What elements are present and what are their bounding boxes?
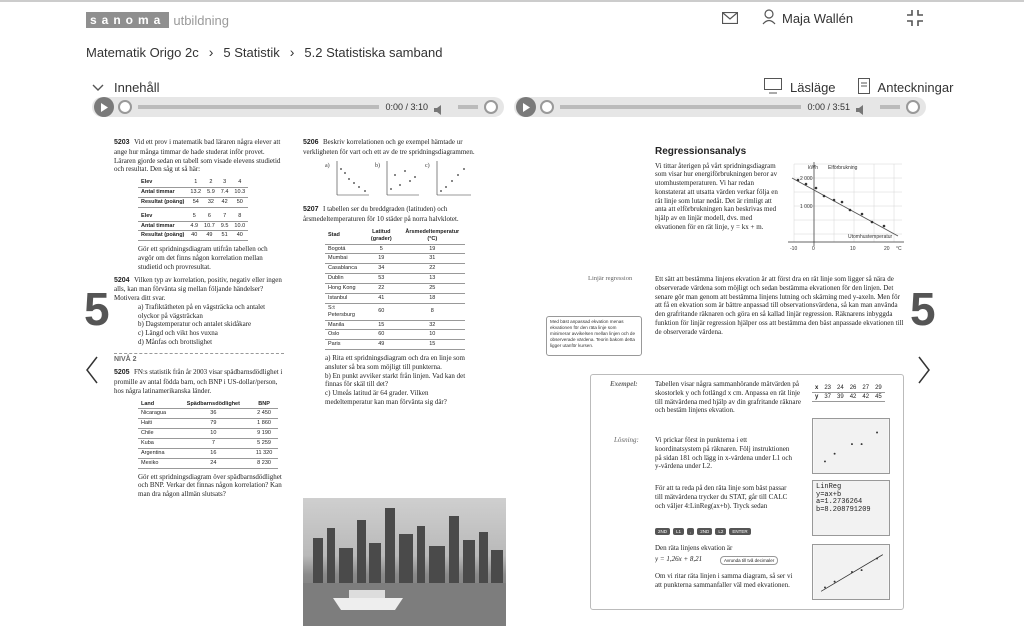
- chart-x-tick: °C: [896, 246, 902, 252]
- task-text: FN:s statistik från år 2003 visar spädbarnsdödlighet i promille av antal födda barn, och BNP i US-dollar/person, hos några latinamerikanska länder.: [114, 368, 283, 395]
- solution-label: Lösning:: [614, 436, 639, 444]
- svg-text:a): a): [325, 162, 330, 169]
- seek-handle[interactable]: [540, 100, 554, 114]
- solution-step-1: Vi prickar först in punkterna i ett koordinatsystem på räknaren. Följ instruktionen på sidan 181 och lägg in x-värdena under L1 och y-värdena under L2.: [655, 436, 793, 471]
- volume-icon[interactable]: [434, 102, 446, 112]
- calc-key: ,: [687, 528, 694, 535]
- seek-bar[interactable]: [138, 105, 379, 109]
- task-sub: b) Dagstemperatur och antalet skidåkare: [138, 320, 252, 329]
- volume-slider[interactable]: [880, 105, 900, 109]
- content-toggle-label: Innehåll: [114, 80, 160, 95]
- user-name: Maja Wallén: [782, 11, 854, 26]
- task-5205: [114, 368, 284, 395]
- mail-icon[interactable]: [722, 11, 738, 29]
- svg-text:b): b): [375, 162, 380, 169]
- calc-line: a=1.2736264: [816, 498, 863, 507]
- chart-series-label: Elförbrukning: [828, 165, 858, 171]
- calc-key: ENTER: [729, 528, 750, 535]
- task-sub: c) Umeås latitud är 64 grader. Vilken medeltemperatur kan man förvänta sig där?: [325, 389, 447, 406]
- solution-step-2: För att ta reda på den räta linje som bäst passar till mätvärdena trycker du STAT, går till CALC och väljer 4:LinReg(ax+b). Tryck sedan: [655, 484, 788, 510]
- sanoma-logo: [86, 12, 229, 28]
- task-number: 5204: [114, 276, 130, 284]
- next-page-arrow[interactable]: [918, 356, 930, 389]
- hong-kong-photo: [303, 498, 506, 626]
- content-toggle[interactable]: [92, 80, 160, 95]
- reader-tools: [764, 78, 953, 97]
- task-text: Vilken typ av korrelation, positiv, negativ eller ingen alls, kan man förvänta sig mellan följande händelser? Motivera ditt svar.: [114, 275, 282, 302]
- chart-x-tick: 10: [850, 246, 856, 252]
- task-number: 5207: [303, 206, 319, 214]
- calc-line: b=8.208791209: [816, 506, 871, 515]
- right-page-intro: [655, 146, 780, 266]
- calc-line: y=ax+b: [816, 490, 842, 499]
- logo-subtitle: utbildning: [173, 12, 230, 28]
- task-5203: [114, 138, 284, 174]
- latitude-table: Stad Latitud (grader) Årsmedeltemperatur (°C) Bogotá 5 19 Mumbai 19 31 Casablanca 34 22 Dublin 53 13 Hong Kong 22 25 Istanbul 41 18 S:t Petersburg 60 8 Manila 15 32 Oslo 60 10 Paris 49 15: [325, 228, 465, 350]
- task-text: Beskriv korrelationen och ge exempel hämtade ur verkligheten för vart och ett av de tre spridningsdiagrammen.: [303, 138, 475, 156]
- chart-y-label: kWh: [808, 165, 818, 171]
- calc-line: LinReg: [816, 483, 842, 491]
- bnp-table: Land Spädbarnsdödlighet BNP Nicaragua 36 2 450 Haiti 79 1 860 Chile 10 9 190 Kuba 7 5 259 Argentina 16 11 320 Mexiko 24 8 230: [138, 400, 278, 469]
- task-sub: d) Månfas och brottslighet: [138, 337, 213, 346]
- previous-page-arrow[interactable]: [86, 356, 98, 389]
- seek-handle[interactable]: [118, 100, 132, 114]
- calc-key: L1: [673, 528, 684, 535]
- chart-x-tick: -10: [790, 246, 798, 252]
- breadcrumb-section: 5.2 Statistiska samband: [304, 44, 443, 60]
- calculator-line-screen: [812, 544, 890, 600]
- collapse-icon[interactable]: [906, 9, 924, 32]
- study-table-1: Elev 1 2 3 4 Antal timmar 13.2 5.9 7.4 10.3 Resultat (poäng) 54 32 42 50: [138, 178, 248, 208]
- task-text: I tabellen ser du breddgraden (latituden) och årsmedeltemperaturen för 10 städer på norra halvklotet.: [303, 205, 459, 223]
- task-number: 5206: [303, 139, 319, 146]
- regression-equation: y = 1,26x + 8,21: [655, 555, 703, 563]
- svg-text:c): c): [425, 162, 430, 169]
- audio-player-right: [514, 97, 926, 117]
- left-page-column-1: [114, 138, 284, 633]
- chevron-right-icon: ›: [289, 44, 295, 60]
- chart-x-tick: 20: [884, 246, 890, 252]
- calc-key: 2ND: [655, 528, 670, 535]
- example-label: Exempel:: [610, 380, 638, 388]
- task-text: Gör ett spridningsdiagram utifrån tabellen och avgör om det finns någon korrelation mellan studietid och provresultat.: [138, 245, 268, 271]
- logo-mark: sanoma: [86, 12, 169, 28]
- seek-bar[interactable]: [560, 105, 801, 109]
- breadcrumb-book[interactable]: Matematik Origo 2c: [86, 44, 199, 60]
- definition-callout: Med bäst anpassad ekvation menas ekvationen för den räta linje som minimerar avvikelsen mellan linjen och de observerade värdena. Teorin bakom detta ligger utanför kursen.: [546, 316, 642, 356]
- top-border: [0, 0, 1024, 2]
- user-icon: [762, 9, 776, 28]
- task-sub: a) Trafiktätheten på en vägsträcka och antalet olyckor på vägsträckan: [138, 302, 266, 320]
- study-table-2: Elev 5 6 7 8 Antal timmar 4.9 10.7 9.5 10.0 Resultat (poäng) 40 49 51 40: [138, 212, 248, 242]
- notes-icon: [858, 78, 870, 97]
- solution-step-4: Om vi ritar räta linjen i samma diagram, så ser vi att punkterna sammanfaller väl med ekvationen.: [655, 572, 793, 589]
- regression-body: Ett sätt att bestämma linjens ekvation är att först dra en rät linje som ligger så nära de observerade värdena som möjligt och sedan bestämma ekvationen för den linjen. Det senare gör man genom att bestämma linjens lutning och skärning med y-axeln. Men för att få en ekvation som är bättre anpassad till observationsvärdena, så kan man använda den grafritande räknaren och göra en så kallad linjär regression. Räknarens inbyggda funktion för linjär regression hjälper oss att bestämma den bäst anpassade ekvationen till de observerade värdena.: [655, 275, 904, 336]
- task-5207: [303, 205, 475, 224]
- calculator-scatter-screen: [812, 418, 890, 474]
- margin-label: Linjär regression: [588, 275, 633, 282]
- level-heading: NIVÅ 2: [114, 353, 284, 365]
- task-text: Gör ett spridningsdiagram över spädbarnsdödlighet och BNP. Verkar det finnas någon korrelation? Kan man dra någon allmän slutsats?: [138, 472, 282, 499]
- task-5204: [114, 276, 284, 303]
- calculator-keys: [655, 528, 751, 535]
- task-number: 5203: [114, 139, 130, 146]
- volume-slider[interactable]: [458, 105, 478, 109]
- player-time: 0:00 / 3:10: [385, 102, 428, 112]
- play-button[interactable]: [516, 97, 536, 117]
- calc-key: 2ND: [697, 528, 712, 535]
- breadcrumb: [86, 44, 442, 60]
- section-title: Regressionsanalys: [655, 146, 747, 157]
- energy-chart: [784, 160, 906, 256]
- notes-button[interactable]: Anteckningar: [877, 80, 954, 95]
- reading-mode-button[interactable]: Läsläge: [790, 80, 836, 95]
- play-button[interactable]: [94, 97, 114, 117]
- volume-icon[interactable]: [856, 102, 868, 112]
- example-table: x 23 24 26 27 29 y 37 39 42 42 45: [812, 384, 885, 402]
- solution-step-3: Den räta linjens ekvation är: [655, 544, 733, 552]
- task-5206: [303, 138, 475, 157]
- chevron-down-icon: [92, 80, 104, 95]
- volume-handle[interactable]: [906, 100, 920, 114]
- monitor-icon: [764, 78, 782, 97]
- example-text: Tabellen visar några sammanhörande mätvärden på skostorlek y och fotlängd x cm. Anpassa en rät linje till mätvärdena med hjälp av din grafritande räknare och bestäm linjens ekvation.: [655, 380, 801, 415]
- breadcrumb-chapter[interactable]: 5 Statistik: [223, 44, 280, 60]
- calculator-linreg-screen: [812, 480, 890, 536]
- chart-y-tick: 1 000: [800, 204, 813, 210]
- task-number: 5205: [114, 369, 130, 377]
- chart-x-tick: 0: [812, 246, 815, 252]
- player-time: 0:00 / 3:51: [807, 102, 850, 112]
- audio-player-left: [92, 97, 504, 117]
- task-sub: a) Rita ett spridningsdiagram och dra en linje som ansluter så bra som möjligt till punkterna.: [325, 354, 465, 371]
- task-sub: c) Längd och vikt hos vuxna: [138, 329, 218, 337]
- user-menu[interactable]: [762, 9, 853, 28]
- chevron-right-icon: ›: [208, 44, 214, 60]
- calc-key: L2: [715, 528, 726, 535]
- intro-text: Vi tittar återigen på vårt spridningsdiagram som visar hur energiförbrukningen beror av utomhustemperaturen. Vi har redan konstaterat att utsatta värden verkar följa en rät linje som lutar nedåt. Det är rimligt att anta att elförbrukningen kan beskrivas med hjälp av en linjär modell, dvs. med ekvationen för en rät linje, y = kx + m.: [655, 161, 778, 231]
- volume-handle[interactable]: [484, 100, 498, 114]
- rounding-note: Avrunda till två decimaler: [720, 556, 778, 565]
- chart-x-label: Utomhustemperatur: [848, 234, 893, 240]
- chapter-number-right: 5: [910, 283, 936, 335]
- task-text: Vid ett prov i matematik bad läraren några elever att ange hur många timmar de hade studerat inför provet. Läraren gjorde sedan en tabell som visade elevens studietid och resultat. Den såg ut så här:: [114, 138, 281, 174]
- task-sub: b) En punkt avviker starkt från linjen. Vad kan det finnas för skäl till det?: [325, 371, 466, 389]
- chapter-number-left: 5: [84, 283, 110, 335]
- chart-y-tick: 2 000: [800, 176, 813, 182]
- scatter-thumbnails: [325, 159, 475, 199]
